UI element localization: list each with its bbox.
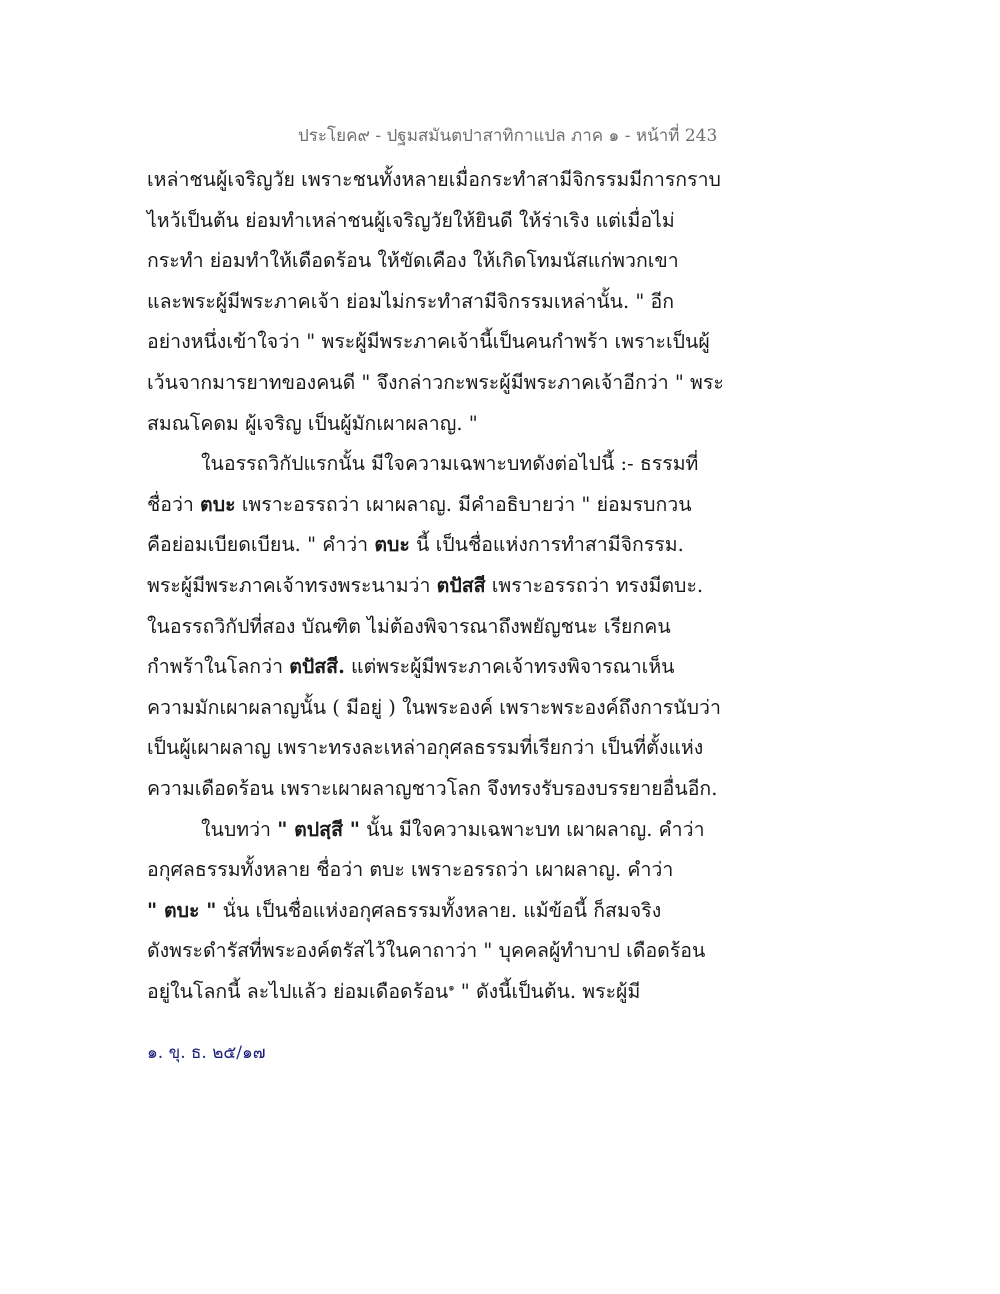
bold-term: ตปัสสี (436, 573, 486, 597)
page-header: ประโยค๙ - ปฐมสมันตปาสาทิกาแปล ภาค ๑ - หน้าที่ 243 (298, 126, 718, 146)
text-line: อย่างหนึ่งเข้าใจว่า " พระผู้มีพระภาคเจ้านี้เป็นคนกำพร้า เพราะเป็นผู้ (147, 330, 710, 354)
text-line (147, 891, 707, 932)
text-line: และพระผู้มีพระภาคเจ้า ย่อมไม่กระทำสามีจิกรรมเหล่านั้น. " อีก (147, 289, 675, 313)
body-text (147, 160, 724, 1012)
text-segment: นั้น มีใจความเฉพาะบท เผาผลาญ. คำว่า (359, 817, 705, 841)
bold-term: " ตปสฺสี " (277, 817, 360, 841)
footnote: ๑. ขุ. ธ. ๒๕/๑๗ (147, 1043, 266, 1063)
text-line (147, 972, 707, 1013)
text-line: ความเดือดร้อน เพราะเผาผลาญชาวโลก จึงทรงรับรองบรรยายอื่นอีก. (147, 776, 718, 800)
paragraph-start-line: ในอรรถวิกัปแรกนั้น มีใจความเฉพาะบทดังต่อไปนี้ :- ธรรมที่ (201, 452, 699, 476)
text-line (147, 566, 707, 607)
bold-term: ตบะ (374, 533, 410, 557)
text-line (147, 485, 707, 526)
bold-term: ตบะ (200, 492, 236, 516)
text-segment: กำพร้าในโลกว่า (147, 655, 290, 679)
text-line: อกุศลธรรมทั้งหลาย ชื่อว่า ตบะ เพราะอรรถว่า เผาผลาญ. คำว่า (147, 858, 674, 882)
text-line: สมณโคดม ผู้เจริญ เป็นผู้มักเผาผลาญ. " (147, 411, 478, 435)
text-segment: นั่น เป็นชื่อแห่งอกุศลธรรมทั้งหลาย. แม้ข้อนี้ ก็สมจริง (216, 898, 662, 922)
footnote-marker: ๑ (448, 982, 455, 994)
text-segment: เพราะอรรถว่า ทรงมีตบะ. (485, 573, 704, 597)
text-line: ความมักเผาผลาญนั้น ( มีอยู่ ) ในพระองค์ เพราะพระองค์ถึงการนับว่า (147, 695, 721, 719)
text-line: กระทำ ย่อมทำให้เดือดร้อน ให้ขัดเคือง ให้เกิดโทมนัสแก่พวกเขา (147, 249, 679, 273)
text-line (147, 647, 707, 688)
text-segment: ในบทว่า (201, 817, 278, 841)
text-segment: แต่พระผู้มีพระภาคเจ้าทรงพิจารณาเห็น (344, 655, 675, 679)
text-line: เหล่าชนผู้เจริญวัย เพราะชนทั้งหลายเมื่อกระทำสามีจิกรรมมีการกราบ (147, 168, 721, 191)
bold-term: ตปัสสี. (289, 655, 345, 679)
text-line: เป็นผู้เผาผลาญ เพราะทรงละเหล่าอกุศลธรรมที่เรียกว่า เป็นที่ตั้งแห่ง (147, 736, 704, 760)
text-line (147, 525, 707, 566)
text-segment: คือย่อมเบียดเบียน. " คำว่า (147, 533, 375, 557)
text-segment: ชื่อว่า (147, 492, 201, 516)
text-segment: อยู่ในโลกนี้ ละไปแล้ว ย่อมเดือดร้อน (147, 979, 449, 1003)
text-line: ในอรรถวิกัปที่สอง บัณฑิต ไม่ต้องพิจารณาถึงพยัญชนะ เรียกคน (147, 614, 671, 638)
bold-term: " ตบะ " (147, 898, 217, 922)
text-segment: นี้ เป็นชื่อแห่งการทำสามีจิกรรม. (409, 533, 684, 557)
text-segment: " ดังนี้เป็นต้น. พระผู้มี (454, 979, 641, 1003)
text-segment: เพราะอรรถว่า เผาผลาญ. มีคำอธิบายว่า " ย่อมรบกวน (235, 492, 692, 516)
text-line: เว้นจากมารยาทของคนดี " จึงกล่าวกะพระผู้มีพระภาคเจ้าอีกว่า " พระ (147, 370, 724, 394)
text-segment: พระผู้มีพระภาคเจ้าทรงพระนามว่า (147, 573, 437, 597)
text-line: ดังพระดำรัสที่พระองค์ตรัสไว้ในคาถาว่า " บุคคลผู้ทำบาป เดือดร้อน (147, 939, 706, 963)
text-line: ไหว้เป็นต้น ย่อมทำเหล่าชนผู้เจริญวัยให้ยินดี ให้ร่าเริง แต่เมื่อไม่ (147, 208, 675, 232)
paragraph-start-line (147, 810, 707, 851)
